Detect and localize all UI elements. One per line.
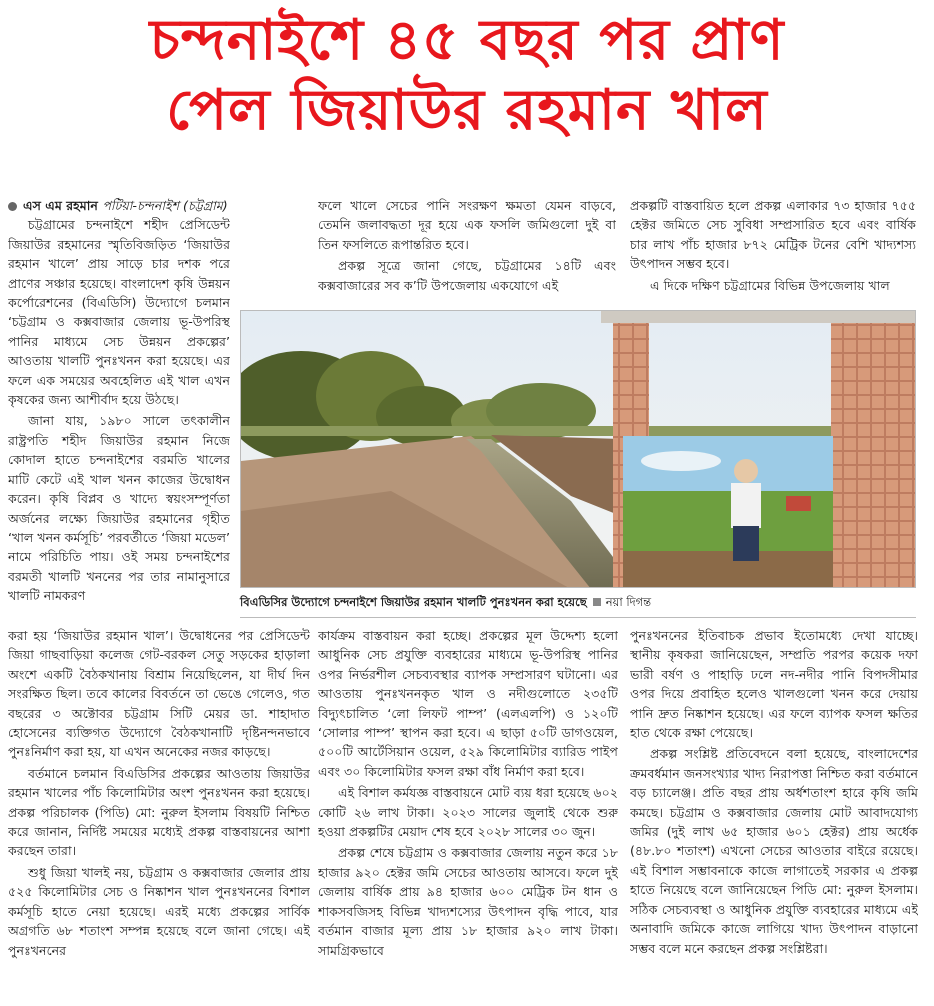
column-2-bottom bbox=[318, 626, 618, 1004]
paragraph: চট্টগ্রামের চন্দনাইশে শহীদ প্রেসিডেন্ট জিয়াউর রহমানের স্মৃতিবিজড়িত ‘জিয়াউর রহমান খালে’ প্রায় সাড়ে চার দশক পরে প্রাণের সঞ্চার হয়েছে। বাংলাদেশ কৃষি উন্নয়ন কর্পোরেশনের (বিএডিসি) উদ্যোগে চলমান ‘চট্টগ্রাম ও কক্সবাজার জেলায় ভূ-উপরিস্থ পানির মাধ্যমে সেচ উন্নয়ন প্রকল্পের’ আওতায় খালটি পুনঃখনন করা হয়েছে। এর ফলে এক সময়ের অবহেলিত এই খাল এখন কৃষকের জন্য আশীর্বাদ হয়ে উঠছে। bbox=[8, 217, 230, 408]
paragraph: করা হয় ‘জিয়াউর রহমান খাল’। উদ্বোধনের পর প্রেসিডেন্ট জিয়া গাছবাড়িয়া কলেজ গেট-বরকল সেতু সড়কের হাড়ালা অংশে একটি বৈঠকখানায় বিশ্রাম নিয়েছিলেন, যা দীর্ঘ দিন সংরক্ষিত ছিল। তবে কালের বিবর্তনে তা ভেঙে গেলেও, গত বছরের ৩ অক্টোবর চট্টগ্রাম সিটি মেয়র ডা. শাহাদাত হোসেনের ব্যক্তিগত উদ্যোগে বৈঠকখানাটি দৃষ্টিনন্দনভাবে পুনঃনির্মাণ করা হয়, যা এখন অনেকের নজর কাড়ছে। bbox=[8, 628, 310, 760]
byline-author: এস এম রহমান bbox=[23, 198, 98, 213]
canal-photo bbox=[240, 310, 916, 588]
paragraph: প্রকল্প সংশ্লিষ্ট প্রতিবেদনে বলা হয়েছে, বাংলাদেশের ক্রমবর্ধমান জনসংখ্যার খাদ্য নিরাপত্তা নিশ্চিত করা বর্তমানে বড় চ্যালেঞ্জ। প্রতি বছর প্রায় অর্ধশতাংশ হারে কৃষি জমি কমছে। চট্টগ্রাম ও কক্সবাজার জেলায় মোট আবাদযোগ্য জমির (দুই লাখ ৬৫ হাজার ৬০১ হেক্টর) প্রায় অর্ধেক (৪৮.৮০ শতাংশ) এখনো সেচের আওতার বাইরে রয়েছে। এই বিশাল সম্ভাবনাকে কাজে লাগাতেই সরকার এ প্রকল্প হাতে নিয়েছে বলে জানিয়েছেন পিডি মো: নুরুল ইসলাম। সঠিক সেচব্যবস্থা ও আধুনিক প্রযুক্তি ব্যবহারের মাধ্যমে এই অনাবাদি জমিকে কাজে লাগিয়ে খাদ্য উৎপাদন বাড়ানো সম্ভব বলে মনে করছেন প্রকল্প সংশ্লিষ্টরা। bbox=[630, 746, 918, 956]
headline-line-2: পেল জিয়াউর রহমান খাল bbox=[166, 78, 768, 143]
divider bbox=[240, 617, 916, 618]
paragraph: এ দিকে দক্ষিণ চট্টগ্রামের বিভিন্ন উপজেলায় খাল bbox=[650, 277, 890, 293]
byline bbox=[8, 196, 230, 215]
headline bbox=[0, 6, 934, 146]
paragraph: শুধু জিয়া খালই নয়, চট্টগ্রাম ও কক্সবাজার জেলার প্রায় ৫২৫ কিলোমিটার সেচ ও নিষ্কাশন খাল পুনঃখননের বিশাল কর্মসূচি হাতে নেয়া হয়েছে। এরই মধ্যে প্রকল্পের সার্বিক অগ্রগতি ৬৮ শতাংশ সম্পন্ন হয়েছে বলে জানা গেছে। এই পুনঃখননের bbox=[8, 864, 310, 958]
column-2-top bbox=[318, 196, 616, 306]
paragraph: জানা যায়, ১৯৮০ সালে তৎকালীন রাষ্ট্রপতি শহীদ জিয়াউর রহমান নিজে কোদাল হাতে চন্দনাইশের বরমতি খালের মাটি কেটে এই খাল খনন কাজের উদ্বোধন করেন। কৃষি বিপ্লব ও খাদ্যে স্বয়ংসম্পূর্ণতা অর্জনের লক্ষ্যে জিয়াউর রহমানের গৃহীত ‘খাল খনন কর্মসূচি’ পরবর্তীতে ‘জিয়া মডেল’ নামে পরিচিতি পায়। ওই সময় চন্দনাইশের বরমতী খালটি খননের পর তার নামানুসারে খালটি নামকরণ bbox=[8, 413, 230, 604]
paragraph: বর্তমানে চলমান বিএডিসির প্রকল্পের আওতায় জিয়াউর রহমান খালের পাঁচ কিলোমিটার অংশ পুনঃখনন করা হয়েছে। প্রকল্প পরিচালক (পিডি) মো: নুরুল ইসলাম বিষয়টি নিশ্চিত করে জানান, নির্দিষ্ট সময়ের মধ্যেই প্রকল্প বাস্তবায়নের আশা করছেন তারা। bbox=[8, 765, 310, 859]
photo-credit: নয়া দিগন্ত bbox=[605, 595, 652, 609]
photo-caption bbox=[240, 592, 916, 614]
canal-photo-illustration bbox=[241, 311, 916, 588]
square-icon bbox=[593, 598, 601, 606]
headline-line-1: চন্দনাইশে ৪৫ বছর পর প্রাণ bbox=[149, 8, 785, 73]
paragraph: প্রকল্পটি বাস্তবায়িত হলে প্রকল্প এলাকার ৭৩ হাজার ৭৫৫ হেক্টর জমিতে সেচ সুবিধা সম্প্রসারিত হবে এবং বার্ষিক চার লাখ পাঁচ হাজার ৮৭২ মেট্রিক টনের বেশি খাদ্যশস্য উৎপাদন সম্ভব হবে। bbox=[630, 198, 916, 272]
paragraph: ফলে খালে সেচের পানি সংরক্ষণ ক্ষমতা যেমন বাড়বে, তেমনি জলাবদ্ধতা দূর হয়ে এক ফসলি জমিগুলো দুই বা তিন ফসলিতে রূপান্তরিত হবে। bbox=[318, 198, 616, 252]
column-3-bottom bbox=[630, 626, 918, 1004]
paragraph: এই বিশাল কর্মযজ্ঞ বাস্তবায়নে মোট ব্যয় ধরা হয়েছে ৬০২ কোটি ২৬ লাখ টাকা। ২০২৩ সালের জুলাই থেকে শুরু হওয়া প্রকল্পটির মেয়াদ শেষ হবে ২০২৮ সালের ৩০ জুন। bbox=[318, 785, 618, 840]
byline-location: পটিয়া-চন্দনাইশ (চট্টগ্রাম) bbox=[102, 198, 228, 213]
paragraph: পুনঃখননের ইতিবাচক প্রভাব ইতোমধ্যে দেখা যাচ্ছে। স্থানীয় কৃষকরা জানিয়েছেন, সম্প্রতি পরপর কয়েক দফা ভারী বর্ষণ ও পাহাড়ি ঢলে নদ-নদীর পানি বিপদসীমার ওপর দিয়ে প্রবাহিত হলেও খালগুলো খনন করে দেয়ায় পানি দ্রুত নিষ্কাশন হয়েছে। এর ফলে ব্যাপক ফসল ক্ষতির হাত থেকে রক্ষা পেয়েছে। bbox=[630, 628, 918, 741]
paragraph: প্রকল্প শেষে চট্টগ্রাম ও কক্সবাজার জেলায় নতুন করে ১৮ হাজার ৯২০ হেক্টর জমি সেচের আওতায় আসবে। ফলে দুই জেলায় বার্ষিক প্রায় ৯৪ হাজার ৬০০ মেট্রিক টন ধান ও শাকসবজিসহ বিভিন্ন খাদ্যশস্যের উৎপাদন বৃদ্ধি পাবে, যার বর্তমান বাজার মূল্য প্রায় ১৮ হাজার ৯২০ লাখ টাকা। সামগ্রিকভাবে bbox=[318, 845, 618, 958]
caption-text: বিএডিসির উদ্যোগে চন্দনাইশে জিয়াউর রহমান খালটি পুনঃখনন করা হয়েছে bbox=[240, 595, 587, 609]
column-1-top bbox=[8, 196, 230, 626]
bullet-icon bbox=[8, 202, 17, 211]
column-3-top bbox=[630, 196, 916, 306]
column-1-bottom bbox=[8, 626, 310, 1004]
paragraph: প্রকল্প সূত্রে জানা গেছে, চট্টগ্রামের ১৪টি এবং কক্সবাজারের সব ক’টি উপজেলায় একযোগে এই bbox=[318, 258, 616, 293]
paragraph: কার্যক্রম বাস্তবায়ন করা হচ্ছে। প্রকল্পের মূল উদ্দেশ্য হলো আধুনিক সেচ প্রযুক্তি ব্যবহারের মাধ্যমে ভূ-উপরিস্থ পানির ওপর নির্ভরশীল সেচব্যবস্থার ব্যাপক সম্প্রসারণ ঘটানো। এর আওতায় পুনঃখননকৃত খাল ও নদীগুলোতে ২৩৫টি বিদ্যুৎচালিত ‘লো লিফট পাম্প’ (এলএলপি) ও ১২০টি ‘সোলার পাম্প’ স্থাপন করা হবে। এ ছাড়া ৫০টি ডাগওয়েল, ৫০০টি আর্টেসিয়ান ওয়েল, ৫২৯ কিলোমিটার ব্যারিড পাইপ এবং ৩০ কিলোমিটার ফসল রক্ষা বাঁধ নির্মাণ করা হবে। bbox=[318, 628, 618, 779]
